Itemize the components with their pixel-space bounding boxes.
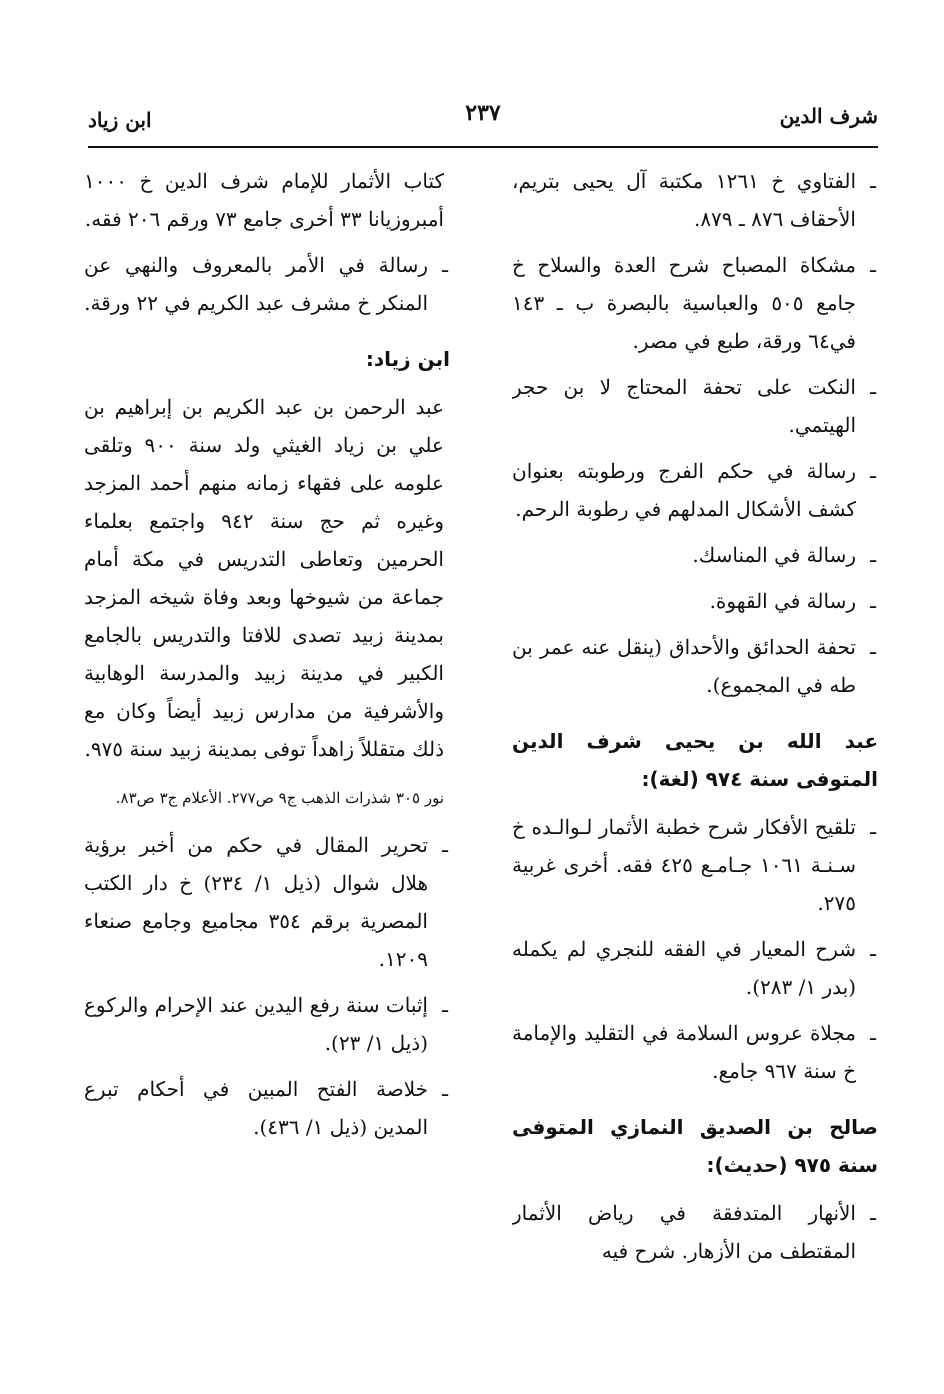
page-number: ٢٣٧: [465, 100, 501, 126]
right-column: [512, 162, 878, 1304]
list-item: ـ رسالة في حكم الفرج ورطوبته بعنوان كشف الأشكال المدلهم في رطوبة الرحم.: [512, 459, 876, 521]
list-item: ـ مشكاة المصباح شرح العدة والسلاح خ جامع ٥٠٥ والعباسية بالبصرة ب ـ ١٤٣ في٦٤ ورقة، طبع في مصر.: [512, 253, 876, 353]
list-item: ـ تحفة الحدائق والأحداق (ينقل عنه عمر بن طه في المجموع).: [512, 635, 876, 697]
biography-paragraph: عبد الرحمن بن عبد الكريم بن إبراهيم بن علي بن زياد الغيثي ولد سنة ٩٠٠ وتلقى علومه على فقهاء زمانه منهم أحمد المزجد وغيره ثم حج سنة ٩٤٢ واجتمع بعلماء الحرمين وتعاطى التدريس في مكة أمام جماعة من شيوخها وبعد وفاة شيخه المزجد بمدينة زبيد تصدى للافتا والتدريس بالجامع الكبير في مدينة زبيد والمدرسة الوهابية والأشرفية من مدارس زبيد أيضاً وكان مع ذلك متقللاً زاهداً توفى بمدينة زبيد سنة ٩٧٥.: [84, 395, 445, 761]
list-item: ـ النكت على تحفة المحتاج لا بن حجر الهيتمي.: [512, 375, 876, 437]
list-item: ـ رسالة في الأمر بالمعروف والنهي عن المنكر خ مشرف عبد الكريم في ٢٢ ورقة.: [84, 253, 448, 315]
author-heading: صالح بن الصديق النمازي المتوفى سنة ٩٧٥ (حديث):: [512, 1115, 878, 1177]
list-item: ـ الفتاوي خ ١٢٦١ مكتبة آل يحيى بتريم، الأحقاف ٨٧٦ ـ ٨٧٩.: [512, 169, 876, 231]
author-heading: عبد الله بن يحيى شرف الدين المتوفى سنة ٩٧٤ (لغة):: [512, 729, 878, 791]
list-item: ـ إثبات سنة رفع اليدين عند الإحرام والركوع (ذيل ١/ ٢٣).: [84, 993, 448, 1055]
header-right-title: شرف الدين: [779, 104, 878, 128]
list-item: ـ تحرير المقال في حكم من أخبر برؤية هلال شوال (ذيل ١/ ٢٣٤) خ دار الكتب المصرية برقم ٣٥٤ مجاميع وجامع صنعاء ١٢٠٩.: [84, 833, 448, 971]
header-left-title: ابن زياد: [88, 108, 152, 132]
list-item: ـ مجلاة عروس السلامة في التقليد والإمامة خ سنة ٩٦٧ جامع.: [512, 1021, 876, 1083]
continued-text: كتاب الأثمار للإمام شرف الدين خ ١٠٠٠ أمبروزيانا ٣٣ أخرى جامع ٧٣ ورقم ٢٠٦ فقه.: [84, 169, 444, 231]
running-header: [88, 100, 878, 144]
left-column: [84, 162, 450, 1304]
list-item: ـ رسالة في القهوة.: [709, 589, 876, 613]
header-rule: [88, 146, 878, 148]
list-item: ـ الأنهار المتدفقة في رياض الأثمار المقتطف من الأزهار. شرح فيه: [512, 1201, 876, 1263]
list-item: ـ رسالة في المناسك.: [692, 543, 876, 567]
list-item: ـ خلاصة الفتح المبين في أحكام تبرع المدين (ذيل ١/ ٤٣٦).: [84, 1077, 448, 1139]
reference-note: نور ٣٠٥ شذرات الذهب ج٩ ص٢٧٧. الأعلام ج٣ ص٨٣.: [115, 789, 444, 807]
author-heading: ابن زياد:: [365, 347, 450, 371]
list-item: ـ شرح المعيار في الفقه للنجري لم يكمله (بدر ١/ ٢٨٣).: [512, 937, 876, 999]
list-item: ـ تلقيح الأفكار شرح خطبة الأثمار لـوالـده خ سـنـة ١٠٦١ جـامـع ٤٢٥ فقه. أخرى غربية ٢٧٥.: [512, 815, 876, 915]
